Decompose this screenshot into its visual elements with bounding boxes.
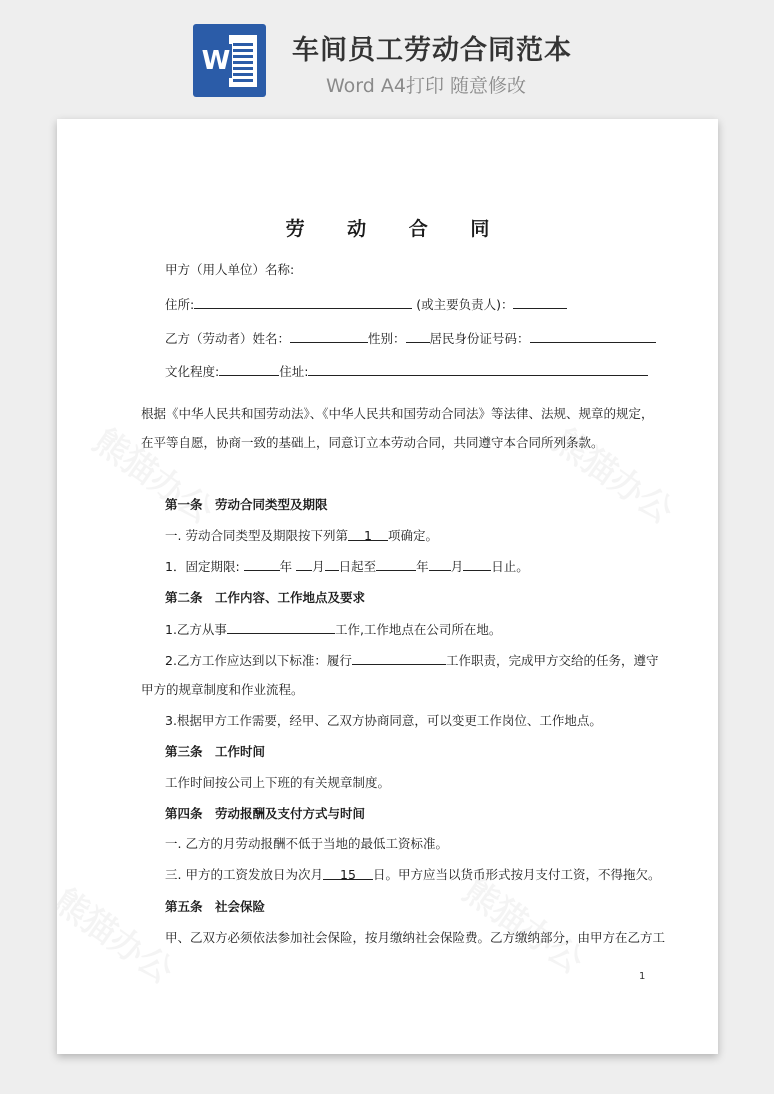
page-number: 1 [639,971,646,982]
watermark [85,414,225,532]
gender-label: 性别： [368,331,406,346]
party-a-name-label: 甲方（用人单位）名称: [165,262,295,277]
document-page [57,119,718,1054]
article-1-heading: 第一条 劳动合同类型及期限 [165,497,328,512]
article-4-clause-1: 一. 乙方的月劳动报酬不低于当地的最低工资标准。 [165,836,448,851]
end-month-blank[interactable] [429,557,451,571]
standard-label: 2.乙方工作应达到以下标准：履行 [165,653,352,668]
end-day-blank[interactable] [463,557,491,571]
residence-blank[interactable] [308,362,648,376]
article-1-clause-1 [165,527,438,545]
document-title: 劳 动 合 同 [285,218,508,240]
article-2-heading: 第二条 工作内容、工作地点及要求 [165,590,366,605]
word-document-icon [193,24,266,97]
article-4-heading: 第四条 劳动报酬及支付方式与时间 [165,806,366,821]
template-header [0,0,774,118]
education-label: 文化程度: [165,364,220,379]
payday-value[interactable]: 15 [323,866,373,880]
fixed-term-label: 1．固定期限: [165,559,244,574]
party-a-name-line [165,261,294,279]
word-logo-letter: W [201,46,231,76]
job-label: 1.乙方从事 [165,622,227,637]
end-year-blank[interactable] [376,557,416,571]
gender-blank[interactable] [406,329,430,343]
article-4-clause-3 [165,866,660,884]
template-subtitle: Word A4打印 随意修改 [326,75,527,97]
end-label: 日止。 [491,559,529,574]
article-2-clause-1 [165,620,501,639]
party-b-name-blank[interactable] [290,329,368,343]
month-label: 月 [450,559,464,574]
year-label: 年 [416,559,429,574]
education-line [165,362,648,381]
article-3-clause-1: 工作时间按公司上下班的有关规章制度。 [165,775,391,790]
party-b-name-label: 乙方（劳动者）姓名： [165,331,291,346]
month-label: 月 [312,559,325,574]
start-year-blank[interactable] [244,557,280,571]
watermark [545,414,685,532]
word-page-lines [229,35,257,87]
legal-rep-label: (或主要负责人)： [416,297,514,312]
intro-paragraph-line-1: 根据《中华人民共和国劳动法》、《中华人民共和国劳动合同法》等法律、法规、规章的规定， [141,406,654,421]
job-location-text: 工作,工作地点在公司所在地。 [334,622,502,637]
article-3-heading: 第三条 工作时间 [165,744,266,759]
article-2-clause-3: 3.根据甲方工作需要，经甲、乙双方协商同意，可以变更工作岗位、工作地点。 [165,713,602,728]
id-number-label: 居民身份证号码： [429,331,530,346]
article-5-heading: 第五条 社会保险 [165,899,266,914]
address-label: 住所: [165,297,195,312]
article-2-clause-2-cont: 甲方的规章制度和作业流程。 [141,682,304,697]
education-blank[interactable] [219,362,279,376]
job-blank[interactable] [227,620,335,634]
standard-text: 工作职责，完成甲方交给的任务，遵守 [445,653,659,668]
start-month-blank[interactable] [296,557,312,571]
duty-blank[interactable] [352,651,446,665]
article-1-clause-1-text: 一. 劳动合同类型及期限按下列第 [165,528,348,543]
address-blank[interactable] [194,295,412,309]
contract-type-value[interactable]: 1 [348,527,388,541]
id-number-blank[interactable] [530,329,656,343]
article-1-clause-1-suffix: 项确定。 [387,528,438,543]
article-1-clause-2 [165,557,529,576]
template-title: 车间员工劳动合同范本 [292,35,572,66]
intro-paragraph-line-2: 在平等自愿，协商一致的基础上，同意订立本劳动合同，共同遵守本合同所列条款。 [141,435,604,450]
address-line [165,295,567,314]
article-2-clause-2 [165,651,658,670]
year-label: 年 [279,559,293,574]
payday-text: 日。甲方应当以货币形式按月支付工资，不得拖欠。 [372,867,661,882]
from-label: 日起至 [338,559,377,574]
article-5-clause-1: 甲、乙双方必须依法参加社会保险，按月缴纳社会保险费。乙方缴纳部分，由甲方在乙方工 [165,930,666,945]
payday-label: 三. 甲方的工资发放日为次月 [165,867,323,882]
party-b-line [165,329,656,348]
residence-label: 住址: [279,364,309,379]
legal-rep-blank[interactable] [513,295,567,309]
start-day-blank[interactable] [325,557,339,571]
